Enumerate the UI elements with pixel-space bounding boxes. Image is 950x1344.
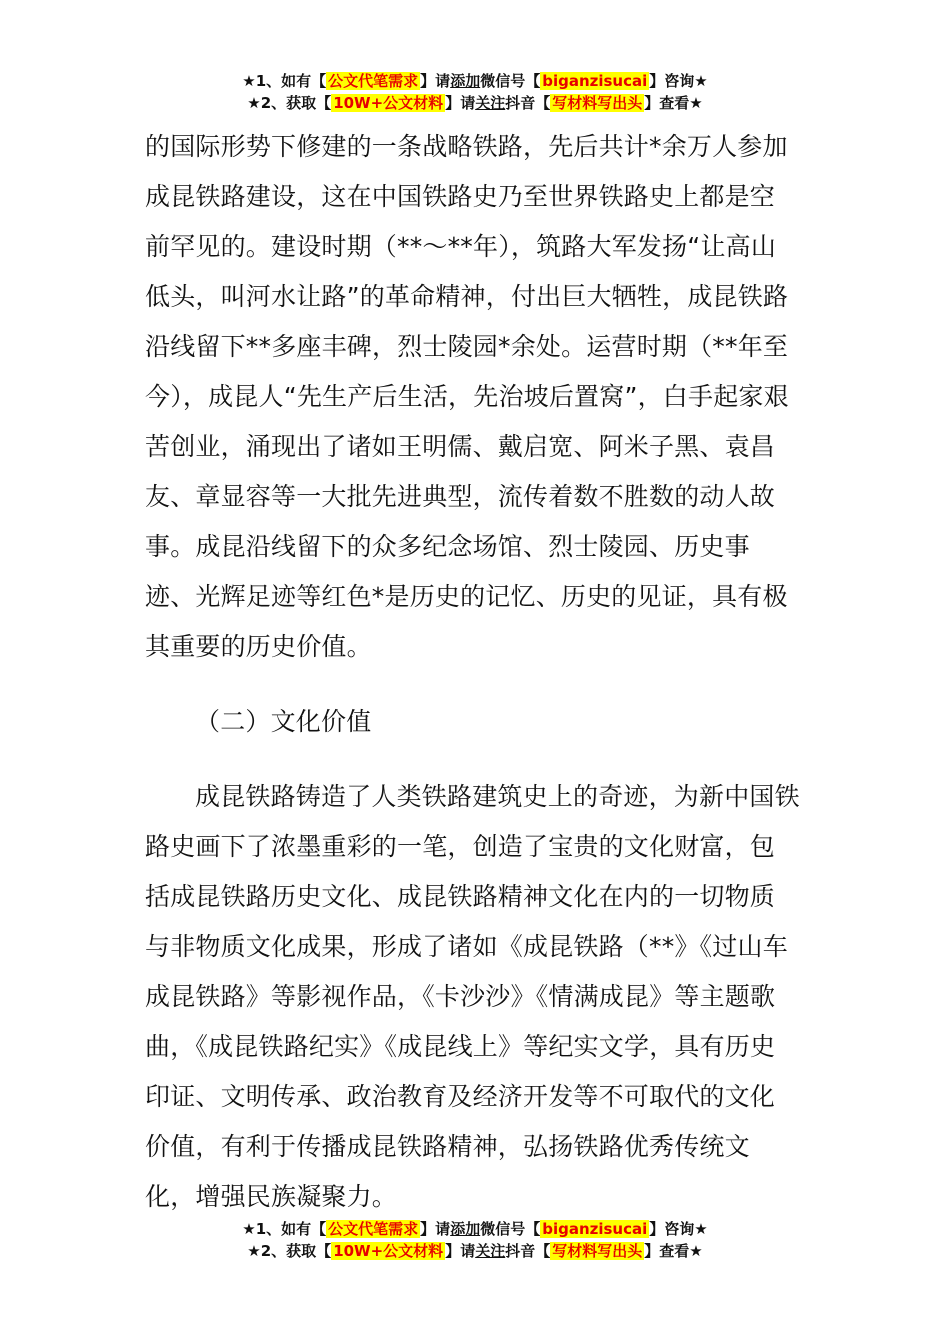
banner-underline: 添加 — [450, 72, 481, 90]
banner-highlight: 10W+公文材料 — [333, 94, 444, 112]
banner-underline: 添加 — [450, 1220, 481, 1238]
banner-text: ★2、获取【 — [247, 1242, 332, 1260]
footer-banner — [0, 1218, 950, 1262]
banner-text: ★1、如有【 — [242, 72, 327, 90]
banner-text: 】请 — [445, 1242, 476, 1260]
paragraph-history: 的国际形势下修建的一条战略铁路，先后共计*余万人参加成昆铁路建设，这在中国铁路史乃至世界铁路史上都是空前罕见的。建设时期（**～**年），筑路大军发扬“让高山低头，叫河水让路”的革命精神，付出巨大牺牲，成昆铁路沿线留下**多座丰碑，烈士陵园*余处。运营时期（**年至今），成昆人“先生产后生活，先治坡后置窝”，白手起家艰苦创业，涌现出了诸如王明儒、戴启宽、阿米子黑、袁昌友、章显容等一大批先进典型，流传着数不胜数的动人故事。成昆沿线留下的众多纪念场馆、烈士陵园、历史事迹、光辉足迹等红色*是历史的记忆、历史的见证，具有极其重要的历史价值。 — [145, 132, 789, 661]
banner-text: ★1、如有【 — [242, 1220, 327, 1238]
banner-text: 抖音【 — [505, 1242, 551, 1260]
banner-line-2 — [0, 92, 950, 114]
banner-text: 】请 — [445, 94, 476, 112]
banner-text: 】咨询★ — [649, 1220, 708, 1238]
banner-highlight: 公文代笔需求 — [328, 72, 419, 90]
banner-underline: 关注 — [475, 94, 506, 112]
banner-text: 微信号【 — [480, 72, 541, 90]
banner-highlight: 公文代笔需求 — [328, 1220, 419, 1238]
banner-highlight: 写材料写出头 — [552, 1242, 643, 1260]
banner-text: ★2、获取【 — [247, 94, 332, 112]
banner-highlight: biganzisucai — [542, 72, 648, 90]
banner-line-1 — [0, 1218, 950, 1240]
banner-highlight: 写材料写出头 — [552, 94, 643, 112]
header-banner — [0, 70, 950, 114]
banner-text: 】请 — [420, 1220, 451, 1238]
banner-highlight: biganzisucai — [542, 1220, 648, 1238]
banner-highlight: 10W+公文材料 — [333, 1242, 444, 1260]
document-body — [145, 122, 800, 1222]
banner-line-1 — [0, 70, 950, 92]
banner-text: 】查看★ — [644, 1242, 703, 1260]
banner-text: 】请 — [420, 72, 451, 90]
banner-text: 】咨询★ — [649, 72, 708, 90]
banner-text: 微信号【 — [480, 1220, 541, 1238]
section-heading: （二）文化价值 — [195, 707, 372, 736]
banner-line-2 — [0, 1240, 950, 1262]
banner-underline: 关注 — [475, 1242, 506, 1260]
banner-text: 】查看★ — [644, 94, 703, 112]
paragraph-culture: 成昆铁路铸造了人类铁路建筑史上的奇迹，为新中国铁路史画下了浓墨重彩的一笔，创造了宝贵的文化财富，包括成昆铁路历史文化、成昆铁路精神文化在内的一切物质与非物质文化成果，形成了诸如《成昆铁路（**》《过山车成昆铁路》等影视作品，《卡沙沙》《情满成昆》等主题歌曲，《成昆铁路纪实》《成昆线上》等纪实文学，具有历史印证、文明传承、政治教育及经济开发等不可取代的文化价值，有利于传播成昆铁路精神，弘扬铁路优秀传统文化，增强民族凝聚力。 — [145, 782, 800, 1211]
banner-text: 抖音【 — [505, 94, 551, 112]
